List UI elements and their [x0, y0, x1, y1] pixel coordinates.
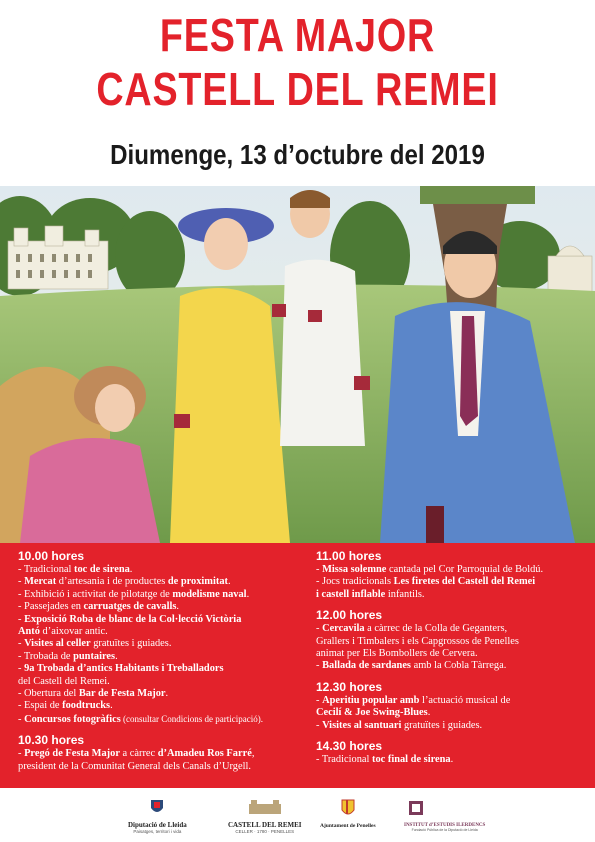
castle-building	[8, 226, 108, 289]
program-hour: 10.30 hores	[18, 733, 85, 748]
sponsor-name: CASTELL DEL REMEI	[228, 821, 302, 829]
program-item: - Ballada de sardanes amb la Cobla Tàrrega.	[316, 660, 507, 672]
castle-icon	[245, 798, 285, 816]
program-item: Cecilí & Joe Swing-Blues.	[316, 707, 431, 719]
sponsor-name: INSTITUT d’ESTUDIS ILERDENCS	[404, 823, 486, 828]
program-item: i castell inflable infantils.	[316, 588, 425, 600]
event-date: Diumenge, 13 d’octubre del 2019	[110, 139, 485, 170]
program-item: - Passejades en carruatges de cavalls.	[18, 601, 180, 613]
program-column-right	[316, 549, 588, 773]
program-item: del Castell del Remei.	[18, 675, 110, 687]
sponsor-subtitle: Paisatges, territori i vida	[133, 829, 182, 834]
program-item: - Exposició Roba de blanc de la Col·lecció Victòria	[18, 613, 242, 625]
book-icon	[407, 798, 483, 818]
program-item: - Trobada de puntaires.	[18, 650, 118, 662]
sponsor-name: Ajuntament de Penelles	[320, 823, 376, 829]
program-item: - Aperitiu popular amb l’actuació musical de	[316, 694, 511, 706]
program-item: animat per Els Bombollers de Cervera.	[316, 648, 478, 660]
sponsor-subtitle: CELLER · 1780 · PENELLES	[235, 829, 295, 834]
title-line-2: CASTELL DEL REMEI	[96, 63, 499, 115]
program-hour: 12.30 hores	[316, 679, 383, 694]
program-item: - Missa solemne cantada pel Cor Parroquial de Boldú.	[316, 564, 544, 575]
title-line-1: FESTA MAJOR	[159, 9, 436, 61]
program-item: - Visites al celler gratuïtes i guiades.	[18, 638, 172, 650]
program-item: - 9a Trobada d’antics Habitants i Treballadors	[18, 663, 224, 675]
program-time-block	[316, 739, 588, 766]
program-item: - Tradicional toc de sirena.	[18, 564, 133, 575]
program-column-left	[18, 549, 308, 780]
program-hour: 11.00 hores	[316, 549, 382, 563]
sponsor-castell	[228, 798, 302, 834]
program-time-block	[18, 733, 308, 773]
program-item: - Exhibició i activitat de pilotatge de modelisme naval.	[18, 588, 250, 600]
program-item: - Visites al santuari gratuïtes i guiades.	[316, 719, 483, 731]
program-hour: 14.30 hores	[316, 739, 383, 754]
program-item: - Obertura del Bar de Festa Major.	[18, 688, 169, 700]
sponsors-footer	[0, 788, 595, 842]
program-time-block	[316, 549, 588, 601]
festival-illustration	[0, 186, 595, 543]
wine-bottle	[426, 506, 444, 543]
shield-icon	[340, 798, 356, 818]
sponsor-ajuntament	[320, 798, 376, 829]
program-item: Grallers i Timbalers i els Capgrossos de Penelles	[316, 635, 519, 647]
program-item: president de la Comunitat General dels Canals d’Urgell.	[18, 760, 251, 772]
program-item: - Espai de foodtrucks.	[18, 700, 113, 712]
program-time-block	[316, 608, 588, 673]
program-time-block	[18, 549, 308, 726]
program-item: - Tradicional toc final de sirena.	[316, 754, 454, 766]
program-item: - Mercat d’artesania i de productes de proximitat.	[18, 576, 231, 588]
program-item: - Pregó de Festa Major a càrrec d’Amadeu Ros Farré,	[18, 748, 255, 760]
program-item: - Jocs tradicionals Les firetes del Castell del Remei	[316, 576, 536, 588]
program-hour: 12.00 hores	[316, 608, 383, 623]
program-time-block	[316, 680, 588, 732]
sponsor-iei	[404, 798, 485, 832]
sponsor-diputacio	[128, 798, 187, 834]
sponsor-subtitle: Fundació Pública de la Diputació de Lleida	[411, 828, 478, 832]
program-item: - Cercavila a càrrec de la Colla de Geganters,	[316, 623, 508, 635]
crest-icon	[149, 798, 165, 816]
program-item: Antó d’aixovar antic.	[18, 626, 108, 638]
program-item: - Concursos fotogràfics (consultar Condicions de participació).	[18, 713, 263, 725]
program-hour: 10.00 hores	[18, 549, 85, 563]
sponsor-name: Diputació de Lleida	[128, 821, 187, 829]
program-panel	[0, 543, 595, 788]
